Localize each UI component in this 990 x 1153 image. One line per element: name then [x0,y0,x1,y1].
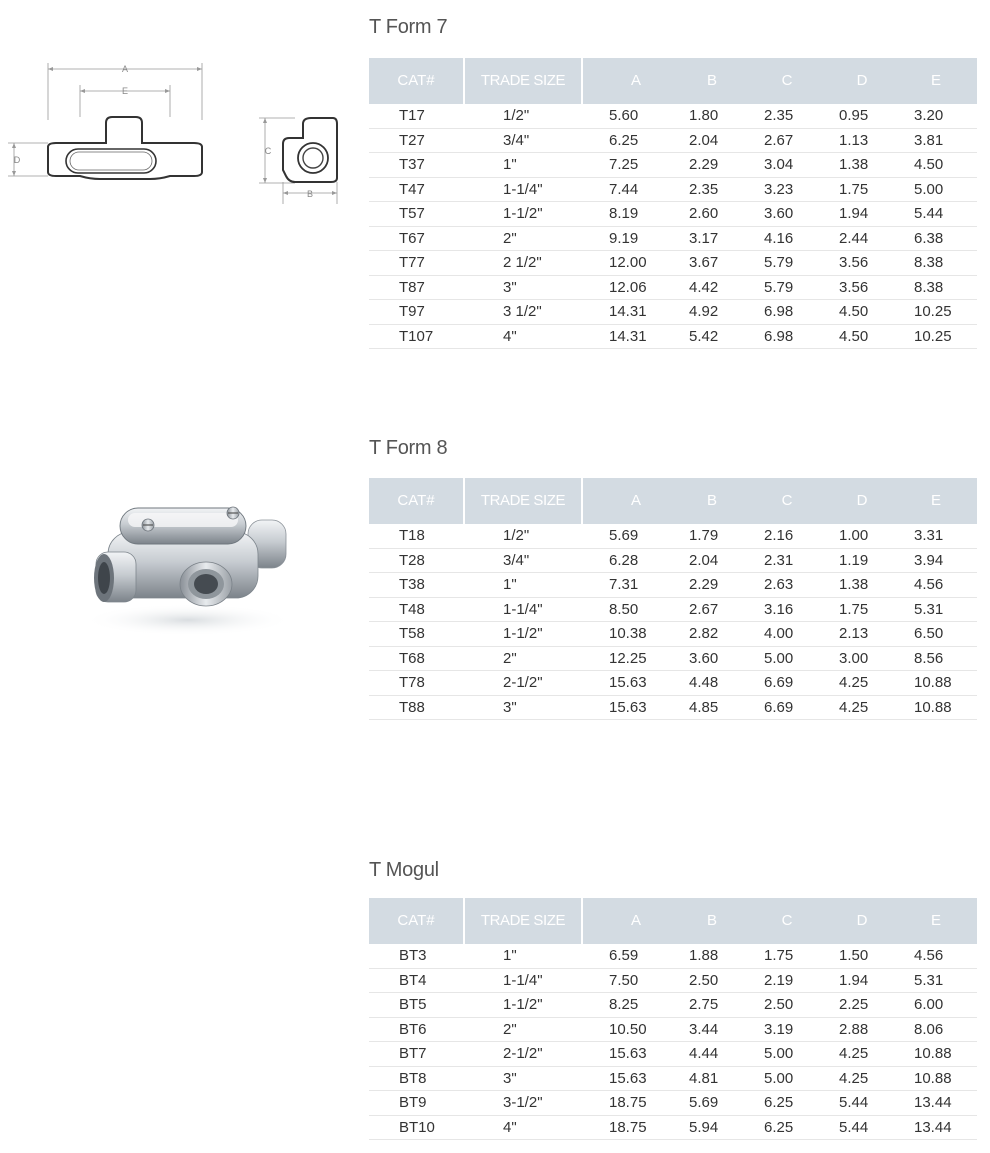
cell-dimension-c: 6.98 [764,303,794,320]
cell-dimension-c: 4.00 [764,625,794,642]
cell-dimension-e: 10.88 [914,698,952,716]
table-row [369,573,977,598]
table-row [369,1116,977,1141]
cell-dimension-e: 3.94 [914,551,944,569]
table-header [369,478,977,524]
cell-dimension-c: 4.16 [764,229,794,247]
header-dimension-d: D [856,72,868,89]
cell-trade-size: 1-1/4" [503,180,543,198]
cell-dimension-a: 12.25 [609,649,647,667]
cell-cat-number: BT7 [399,1045,427,1062]
cell-trade-size: 2" [503,229,517,247]
cell-dimension-c: 2.50 [764,996,794,1013]
cell-dimension-d: 1.75 [839,180,869,198]
cell-dimension-d: 3.56 [839,254,869,271]
cell-cat-number: BT4 [399,971,427,989]
header-dimension-c: C [781,72,793,89]
cell-dimension-c: 2.31 [764,551,794,569]
cell-dimension-b: 2.82 [689,625,719,642]
cell-trade-size: 1/2" [503,107,530,124]
cell-dimension-a: 5.60 [609,107,639,124]
table-row [369,325,977,350]
table-row [369,549,977,574]
cell-dimension-a: 6.59 [609,947,639,964]
table-row [369,598,977,623]
t-conduit-body-product-image [68,480,308,655]
cell-dimension-c: 6.69 [764,698,794,716]
table-row [369,944,977,969]
cell-dimension-e: 10.88 [914,1069,952,1087]
cell-dimension-a: 15.63 [609,1069,647,1087]
cell-dimension-b: 5.42 [689,327,719,345]
cell-dimension-e: 4.50 [914,156,944,173]
cell-dimension-d: 1.13 [839,131,869,149]
table-row [369,251,977,276]
cell-dimension-e: 5.00 [914,180,944,198]
header-dimension-a: A [630,912,641,929]
cell-trade-size: 1" [503,156,517,173]
cell-dimension-d: 4.50 [839,327,869,345]
cell-dimension-c: 2.63 [764,576,794,593]
cell-dimension-c: 2.35 [764,107,794,124]
table-row [369,1018,977,1043]
cell-dimension-b: 4.92 [689,303,719,320]
cell-cat-number: T38 [399,576,425,593]
dimension-label-b: B [306,189,314,199]
cell-dimension-d: 1.19 [839,551,869,569]
cell-dimension-c: 5.00 [764,1069,794,1087]
cell-dimension-d: 1.00 [839,527,869,544]
cell-dimension-a: 7.44 [609,180,639,198]
cell-dimension-b: 4.81 [689,1069,719,1087]
cell-dimension-b: 4.42 [689,278,719,296]
cell-trade-size: 2" [503,1020,517,1038]
cell-dimension-a: 15.63 [609,698,647,716]
cell-cat-number: BT10 [399,1118,435,1136]
cell-dimension-d: 1.94 [839,205,869,222]
cell-dimension-e: 13.44 [914,1118,952,1136]
cell-dimension-a: 5.69 [609,527,639,544]
cell-dimension-a: 15.63 [609,674,647,691]
cell-dimension-d: 2.44 [839,229,869,247]
cell-dimension-e: 13.44 [914,1094,952,1111]
cell-cat-number: T28 [399,551,425,569]
dimension-label-d: D [13,155,21,165]
header-trade-size: TRADE SIZE [480,492,566,509]
cell-dimension-d: 4.50 [839,303,869,320]
header-dimension-b: B [706,492,717,509]
cell-cat-number: T68 [399,649,425,667]
cell-dimension-e: 8.06 [914,1020,944,1038]
cell-cat-number: BT9 [399,1094,427,1111]
cell-trade-size: 2" [503,649,517,667]
table-row [369,300,977,325]
cell-dimension-a: 18.75 [609,1094,647,1111]
cell-dimension-e: 6.50 [914,625,944,642]
cell-dimension-b: 3.44 [689,1020,719,1038]
header-dimension-e: E [930,492,941,509]
cell-dimension-e: 6.38 [914,229,944,247]
cell-dimension-b: 2.29 [689,156,719,173]
cell-cat-number: T47 [399,180,425,198]
cell-dimension-e: 5.31 [914,971,944,989]
cell-trade-size: 4" [503,1118,517,1136]
cell-cat-number: BT8 [399,1069,427,1087]
cell-dimension-b: 2.67 [689,600,719,618]
header-dimension-c: C [781,492,793,509]
header-divider [463,478,465,524]
front-view-dimension-drawing [0,55,215,195]
cell-dimension-c: 5.00 [764,649,794,667]
cell-dimension-c: 5.79 [764,254,794,271]
cell-trade-size: 1/2" [503,527,530,544]
header-dimension-d: D [856,912,868,929]
cell-dimension-c: 6.69 [764,674,794,691]
header-dimension-b: B [706,912,717,929]
cell-dimension-c: 2.67 [764,131,794,149]
cell-trade-size: 1-1/4" [503,600,543,618]
header-dimension-a: A [630,492,641,509]
cell-dimension-b: 2.04 [689,551,719,569]
cell-dimension-e: 8.38 [914,254,944,271]
cell-cat-number: T27 [399,131,425,149]
cell-dimension-a: 7.31 [609,576,639,593]
cell-dimension-b: 5.69 [689,1094,719,1111]
cell-dimension-b: 2.35 [689,180,719,198]
cell-dimension-c: 3.23 [764,180,794,198]
cell-dimension-d: 1.75 [839,600,869,618]
cell-dimension-c: 3.60 [764,205,794,222]
cell-dimension-b: 2.50 [689,971,719,989]
table-header [369,898,977,944]
spec-table-t-mogul [369,898,977,1140]
cell-trade-size: 3/4" [503,551,530,569]
cell-dimension-a: 6.25 [609,131,639,149]
cell-dimension-b: 4.85 [689,698,719,716]
header-dimension-c: C [781,912,793,929]
cell-dimension-a: 8.25 [609,996,639,1013]
cell-dimension-e: 8.56 [914,649,944,667]
cell-dimension-c: 1.75 [764,947,794,964]
cell-dimension-c: 2.19 [764,971,794,989]
header-dimension-a: A [630,72,641,89]
cell-dimension-b: 4.48 [689,674,719,691]
cell-dimension-e: 6.00 [914,996,944,1013]
cell-dimension-e: 8.38 [914,278,944,296]
cell-dimension-b: 3.67 [689,254,719,271]
cell-dimension-c: 3.19 [764,1020,794,1038]
cell-dimension-b: 2.29 [689,576,719,593]
cell-dimension-d: 0.95 [839,107,869,124]
dimension-label-e: E [121,86,129,96]
table-row [369,993,977,1018]
cell-dimension-d: 1.38 [839,156,869,173]
table-header [369,58,977,104]
cell-dimension-a: 8.50 [609,600,639,618]
cell-dimension-d: 4.25 [839,674,869,691]
cell-dimension-a: 12.00 [609,254,647,271]
cell-dimension-c: 6.98 [764,327,794,345]
header-divider [581,58,583,104]
header-cat-number: CAT# [397,72,435,89]
cell-cat-number: T57 [399,205,425,222]
cell-trade-size: 1-1/2" [503,205,543,222]
cell-dimension-c: 2.16 [764,527,794,544]
cell-cat-number: T87 [399,278,425,296]
header-dimension-e: E [930,72,941,89]
table-row [369,1042,977,1067]
cell-cat-number: T97 [399,303,425,320]
table-row [369,129,977,154]
header-dimension-e: E [930,912,941,929]
spec-table-t-form-8 [369,478,977,720]
cell-dimension-e: 10.88 [914,1045,952,1062]
cell-dimension-b: 1.88 [689,947,719,964]
cell-trade-size: 3 1/2" [503,303,542,320]
header-divider [463,58,465,104]
cell-dimension-a: 7.50 [609,971,639,989]
cell-dimension-d: 4.25 [839,1069,869,1087]
cell-dimension-c: 3.04 [764,156,794,173]
header-divider [581,478,583,524]
cell-cat-number: T58 [399,625,425,642]
cell-dimension-e: 3.20 [914,107,944,124]
cell-dimension-a: 14.31 [609,327,647,345]
table-row [369,202,977,227]
header-dimension-b: B [706,72,717,89]
cell-dimension-d: 5.44 [839,1118,869,1136]
cell-dimension-e: 4.56 [914,947,944,964]
table-row [369,178,977,203]
cell-dimension-d: 2.13 [839,625,869,642]
table-row [369,524,977,549]
cell-dimension-e: 3.31 [914,527,944,544]
cell-dimension-b: 2.04 [689,131,719,149]
spec-table-t-form-7 [369,58,977,349]
header-cat-number: CAT# [397,492,435,509]
cell-dimension-c: 5.00 [764,1045,794,1062]
dimension-label-c: C [264,146,272,156]
cell-dimension-a: 12.06 [609,278,647,296]
cell-dimension-b: 2.75 [689,996,719,1013]
cell-trade-size: 1-1/4" [503,971,543,989]
cell-trade-size: 2-1/2" [503,1045,543,1062]
cell-cat-number: T88 [399,698,425,716]
cell-dimension-b: 3.17 [689,229,719,247]
header-trade-size: TRADE SIZE [480,912,566,929]
cell-dimension-e: 5.31 [914,600,944,618]
cell-trade-size: 1" [503,576,517,593]
cell-dimension-d: 2.88 [839,1020,869,1038]
cell-trade-size: 1" [503,947,517,964]
cell-trade-size: 1-1/2" [503,625,543,642]
table-row [369,227,977,252]
cell-dimension-e: 4.56 [914,576,944,593]
cell-dimension-a: 15.63 [609,1045,647,1062]
table-row [369,647,977,672]
cell-dimension-b: 3.60 [689,649,719,667]
section-title-t-form-7: T Form 7 [369,16,448,38]
cell-dimension-a: 10.50 [609,1020,647,1038]
cell-dimension-a: 14.31 [609,303,647,320]
cell-cat-number: T77 [399,254,425,271]
table-row [369,622,977,647]
cell-dimension-c: 3.16 [764,600,794,618]
cell-cat-number: T17 [399,107,425,124]
cell-dimension-a: 6.28 [609,551,639,569]
cell-cat-number: T107 [399,327,434,345]
cell-cat-number: T37 [399,156,425,173]
cell-cat-number: T67 [399,229,425,247]
table-row [369,153,977,178]
table-row [369,696,977,721]
cell-cat-number: BT6 [399,1020,427,1038]
cell-dimension-b: 5.94 [689,1118,719,1136]
cell-dimension-d: 1.94 [839,971,869,989]
cell-dimension-c: 5.79 [764,278,794,296]
cell-dimension-d: 2.25 [839,996,869,1013]
table-row [369,1067,977,1092]
table-row [369,671,977,696]
cell-trade-size: 3" [503,1069,517,1087]
cell-cat-number: T18 [399,527,425,544]
cell-dimension-b: 1.79 [689,527,719,544]
cell-dimension-d: 5.44 [839,1094,869,1111]
cell-dimension-e: 10.88 [914,674,952,691]
cell-dimension-c: 6.25 [764,1118,794,1136]
cell-dimension-c: 6.25 [764,1094,794,1111]
cell-trade-size: 3-1/2" [503,1094,543,1111]
table-row [369,276,977,301]
side-view-dimension-drawing [255,110,350,210]
cell-dimension-e: 10.25 [914,327,952,345]
cell-trade-size: 3/4" [503,131,530,149]
cell-trade-size: 3" [503,278,517,296]
cell-dimension-d: 4.25 [839,1045,869,1062]
cell-dimension-e: 3.81 [914,131,944,149]
cell-dimension-e: 10.25 [914,303,952,320]
cell-dimension-b: 1.80 [689,107,719,124]
cell-dimension-d: 4.25 [839,698,869,716]
cell-trade-size: 2 1/2" [503,254,542,271]
cell-trade-size: 3" [503,698,517,716]
cell-cat-number: T78 [399,674,425,691]
header-dimension-d: D [856,492,868,509]
cell-dimension-d: 1.38 [839,576,869,593]
cell-cat-number: BT5 [399,996,427,1013]
cell-dimension-a: 7.25 [609,156,639,173]
cell-dimension-d: 1.50 [839,947,869,964]
cell-cat-number: T48 [399,600,425,618]
cell-dimension-b: 4.44 [689,1045,719,1062]
cell-dimension-d: 3.00 [839,649,869,667]
cell-dimension-a: 9.19 [609,229,639,247]
header-trade-size: TRADE SIZE [480,72,566,89]
cell-dimension-b: 2.60 [689,205,719,222]
cell-trade-size: 2-1/2" [503,674,543,691]
dimension-label-a: A [121,64,129,74]
header-cat-number: CAT# [397,912,435,929]
section-title-t-mogul: T Mogul [369,859,439,881]
cell-dimension-d: 3.56 [839,278,869,296]
section-title-t-form-8: T Form 8 [369,437,448,459]
table-row [369,104,977,129]
cell-dimension-a: 8.19 [609,205,639,222]
cell-dimension-e: 5.44 [914,205,944,222]
cell-cat-number: BT3 [399,947,427,964]
cell-trade-size: 4" [503,327,517,345]
table-row [369,969,977,994]
cell-dimension-a: 10.38 [609,625,647,642]
cell-trade-size: 1-1/2" [503,996,543,1013]
header-divider [581,898,583,944]
header-divider [463,898,465,944]
cell-dimension-a: 18.75 [609,1118,647,1136]
table-row [369,1091,977,1116]
